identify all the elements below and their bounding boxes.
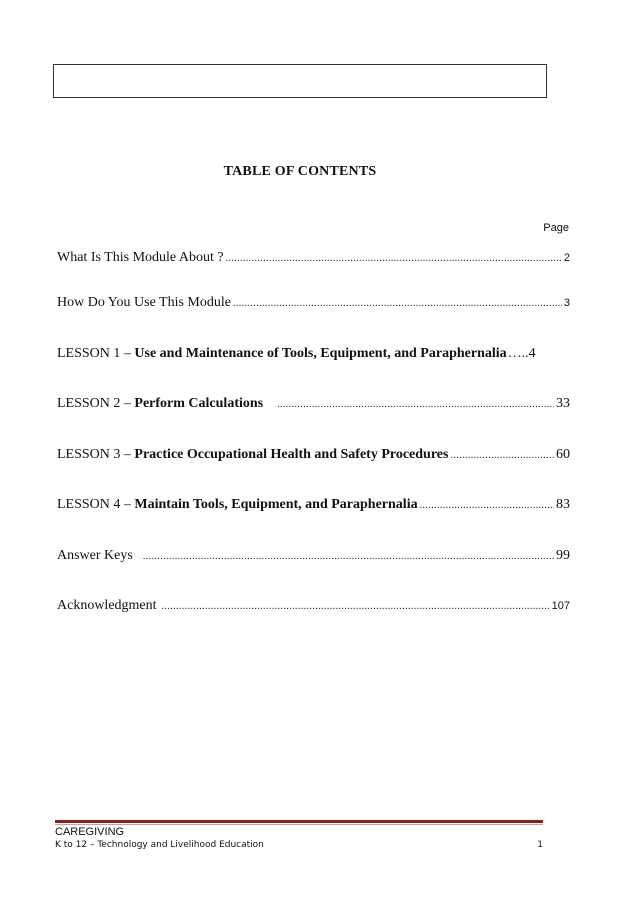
footer-page-number: 1 — [537, 840, 543, 850]
toc-entry-lesson-3[interactable] — [57, 447, 570, 463]
header-box — [53, 64, 547, 98]
toc-entry-lesson-1[interactable] — [57, 346, 570, 362]
toc-entry-label — [57, 447, 448, 463]
toc-entry-label: What Is This Module About ? — [57, 250, 224, 265]
toc-entry-page: 2 — [563, 252, 570, 264]
toc-entry-label — [57, 497, 418, 513]
toc-entry-label: Answer Keys — [57, 548, 133, 563]
dot-leader — [450, 450, 554, 461]
footer-title: CAREGIVING — [55, 826, 125, 838]
dot-leader — [508, 346, 529, 362]
dot-leader — [277, 399, 554, 410]
toc-entry-page: 3 — [563, 297, 570, 309]
toc-entry-lesson-4[interactable] — [57, 497, 570, 513]
toc-entry-page: 33 — [556, 396, 570, 411]
lesson-title: Practice Occupational Health and Safety Procedures — [134, 447, 449, 462]
dot-leader — [420, 500, 554, 511]
footer-divider-thin — [55, 824, 543, 825]
lesson-prefix: LESSON 3 – — [57, 447, 135, 462]
dot-leader — [226, 253, 562, 264]
toc-entry-how-to-use[interactable] — [57, 295, 570, 311]
dot-leader — [143, 551, 554, 562]
lesson-title: Use and Maintenance of Tools, Equipment, and Paraphernalia — [134, 346, 507, 361]
page-column-label: Page — [543, 222, 569, 234]
lesson-title: Maintain Tools, Equipment, and Paraphernalia — [134, 497, 418, 512]
dot-leader — [162, 601, 550, 612]
toc-entry-page: 4 — [528, 346, 536, 361]
toc-entry-lesson-2[interactable] — [57, 396, 570, 412]
toc-entry-label: How Do You Use This Module — [57, 295, 231, 310]
footer-subtitle: K to 12 – Technology and Livelihood Education — [55, 840, 264, 850]
toc-entry-acknowledgment[interactable] — [57, 598, 570, 614]
toc-entry-page: 60 — [556, 447, 570, 462]
toc-entry-page: 99 — [556, 548, 570, 563]
toc-entry-label — [57, 346, 507, 362]
toc-entry-page: 107 — [551, 600, 570, 612]
lesson-prefix: LESSON 4 – — [57, 497, 135, 512]
toc-entry-page: 83 — [556, 497, 570, 512]
page-title: TABLE OF CONTENTS — [223, 164, 377, 179]
dot-leader — [233, 298, 562, 309]
lesson-title: Perform Calculations — [134, 396, 264, 411]
lesson-prefix: LESSON 1 – — [57, 346, 135, 361]
toc-entry-module-about[interactable] — [57, 250, 570, 266]
footer-divider — [55, 820, 543, 823]
lesson-prefix: LESSON 2 – — [57, 396, 135, 411]
toc-entry-answer-keys[interactable] — [57, 548, 570, 564]
toc-entry-label — [57, 396, 263, 412]
toc-entry-label: Acknowledgment — [57, 598, 157, 613]
